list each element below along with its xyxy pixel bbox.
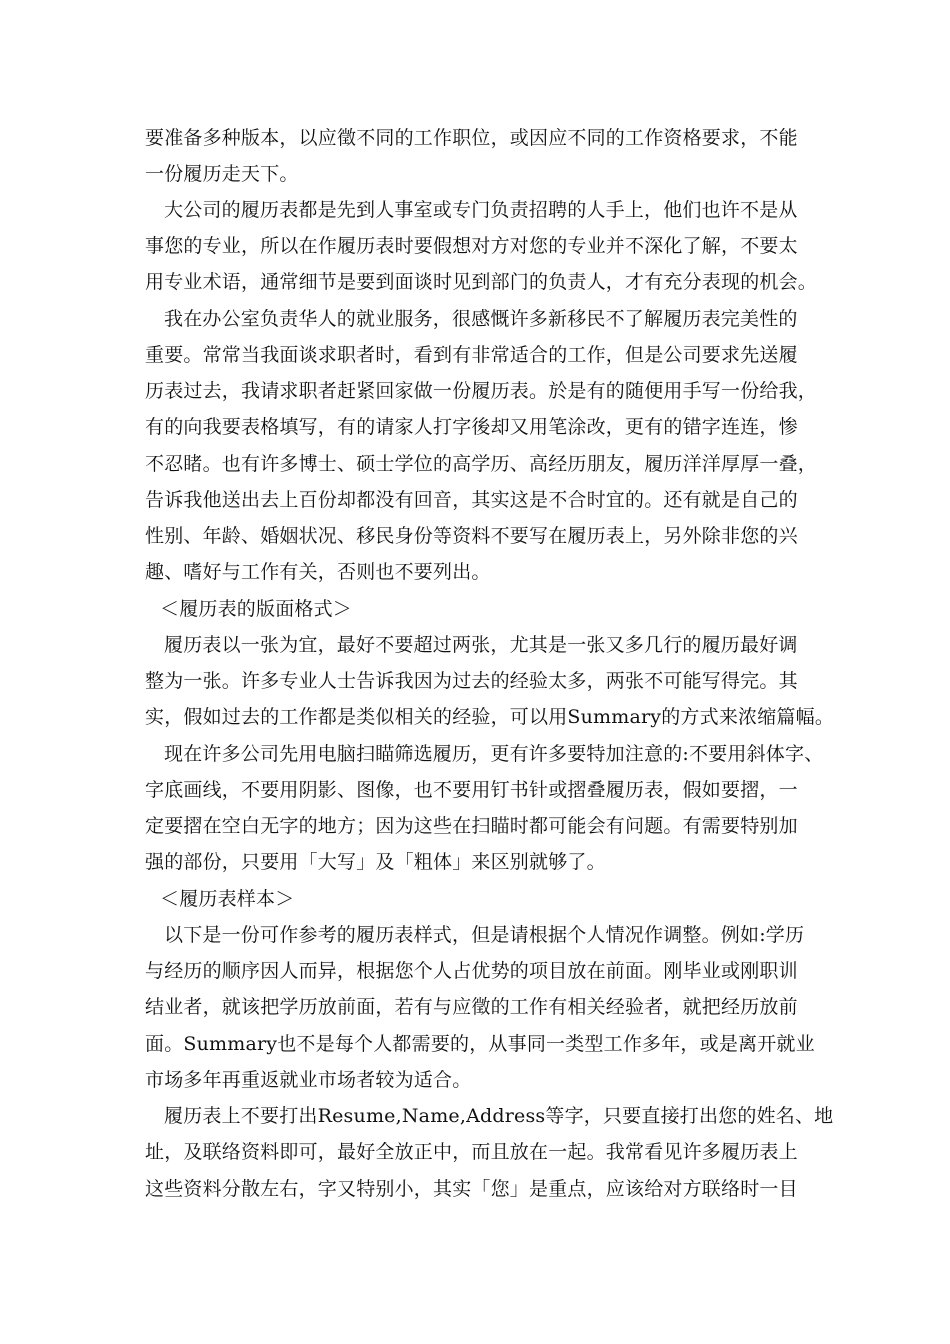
text-line: 趣、嗜好与工作有关，否则也不要列出。	[145, 561, 491, 583]
text-line: 履历表上不要打出Resume,Name,Address等字，只要直接打出您的姓名、地	[164, 1105, 834, 1127]
text-line: 大公司的履历表都是先到人事室或专门负责招聘的人手上，他们也许不是从	[164, 199, 798, 221]
text-line: 这些资料分散左右，字又特别小，其实「您」是重点，应该给对方联络时一目	[145, 1178, 798, 1200]
text-line: 与经历的顺序因人而异，根据您个人占优势的项目放在前面。刚毕业或刚职训	[145, 960, 798, 982]
text-line: 结业者，就该把学历放前面，若有与应徵的工作有相关经验者，就把经历放前	[145, 996, 798, 1018]
text-line: 以下是一份可作参考的履历表样式，但是请根据个人情况作调整。例如:学历	[164, 924, 805, 946]
text-line: 面。Summary也不是每个人都需要的，从事同一类型工作多年，或是离开就业	[145, 1033, 815, 1055]
text-line: 强的部份，只要用「大写」及「粗体」来区别就够了。	[145, 851, 606, 873]
text-line: 要准备多种版本，以应徵不同的工作职位，或因应不同的工作资格要求，不能	[145, 127, 798, 149]
text-line: 历表过去，我请求职者赶紧回家做一份履历表。於是有的随便用手写一份给我，	[145, 380, 818, 402]
text-line: 现在许多公司先用电脑扫瞄筛选履历，更有许多要特加注意的:不要用斜体字、	[164, 743, 824, 765]
text-line: 事您的专业，所以在作履历表时要假想对方对您的专业并不深化了解，不要太	[145, 235, 798, 257]
text-line: 一份履历走天下。	[145, 163, 299, 185]
text-line: 重要。常常当我面谈求职者时，看到有非常适合的工作，但是公司要求先送履	[145, 344, 798, 366]
text-line: 告诉我他送出去上百份却都没有回音，其实这是不合时宜的。还有就是自己的	[145, 489, 798, 511]
text-line: 有的向我要表格填写，有的请家人打字後却又用笔涂改，更有的错字连连，惨	[145, 416, 798, 438]
text-line: 实，假如过去的工作都是类似相关的经验，可以用Summary的方式来浓缩篇幅。	[145, 706, 835, 728]
text-line: 市场多年再重返就业市场者较为适合。	[145, 1069, 472, 1091]
text-line: 用专业术语，通常细节是要到面谈时见到部门的负责人，才有充分表现的机会。	[145, 271, 818, 293]
section-heading: ＜履历表样本＞	[160, 888, 295, 910]
text-line: 不忍睹。也有许多博士、硕士学位的高学历、高经历朋友，履历洋洋厚厚一叠，	[145, 453, 818, 475]
text-line: 址，及联络资料即可，最好全放正中，而且放在一起。我常看见许多履历表上	[145, 1141, 798, 1163]
text-line: 定要摺在空白无字的地方；因为这些在扫瞄时都可能会有问题。有需要特别加	[145, 815, 798, 837]
section-heading: ＜履历表的版面格式＞	[160, 598, 353, 620]
text-line: 整为一张。许多专业人士告诉我因为过去的经验太多，两张不可能写得完。其	[145, 670, 798, 692]
text-line: 字底画线，不要用阴影、图像，也不要用钉书针或摺叠履历表，假如要摺，一	[145, 779, 798, 801]
text-line: 我在办公室负责华人的就业服务，很感慨许多新移民不了解履历表完美性的	[164, 308, 798, 330]
text-line: 履历表以一张为宜，最好不要超过两张，尤其是一张又多几行的履历最好调	[164, 634, 798, 656]
text-line: 性别、年龄、婚姻状况、移民身份等资料不要写在履历表上，另外除非您的兴	[145, 525, 798, 547]
